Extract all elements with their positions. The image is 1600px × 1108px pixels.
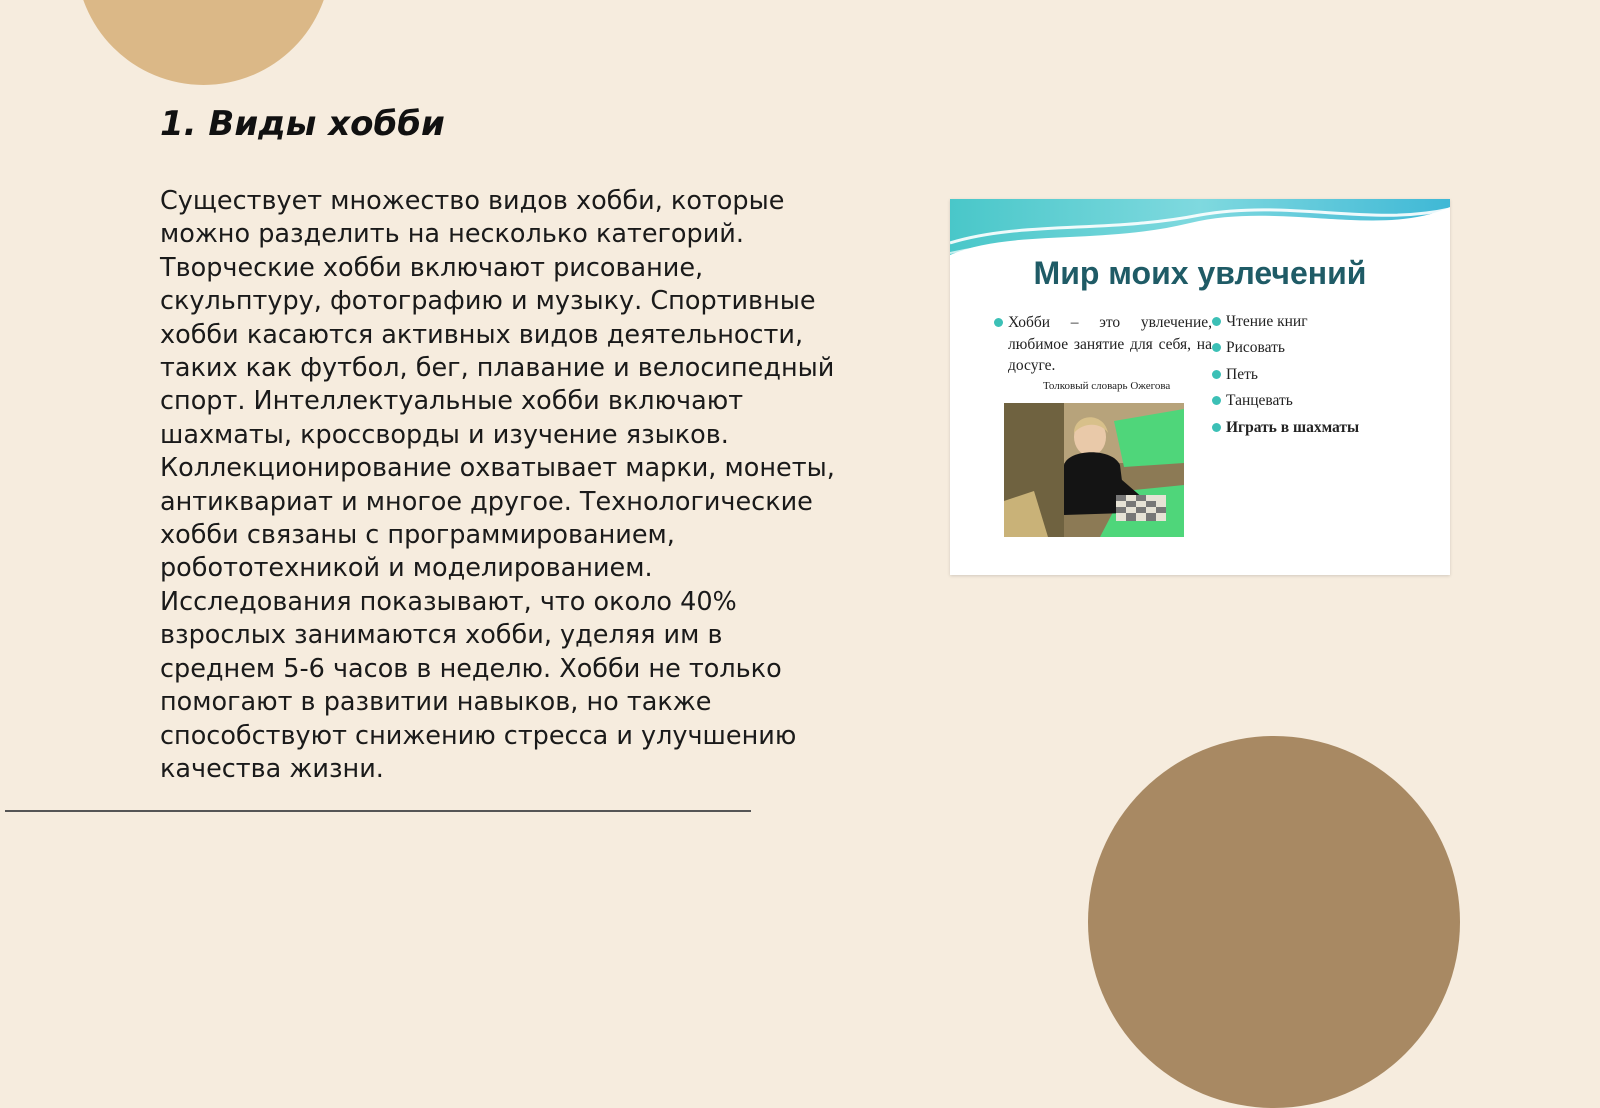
bullet-icon	[1212, 317, 1221, 326]
bullet-icon	[994, 318, 1003, 327]
bullet-icon	[1212, 423, 1221, 432]
bullet-icon	[1212, 370, 1221, 379]
photo	[1004, 403, 1184, 537]
definition	[994, 312, 1212, 377]
decor-circle-top	[76, 0, 331, 85]
bullet-icon	[1212, 343, 1221, 352]
slide-title: Мир моих увлечений	[1033, 255, 1367, 291]
page-title: 1. Виды хобби	[160, 104, 445, 144]
list-item: Играть в шахматы	[1212, 417, 1359, 443]
decor-circle-bottom	[1088, 736, 1460, 1108]
girl-playing-chess-photo	[1004, 403, 1184, 537]
list-item: Чтение книг	[1212, 311, 1359, 337]
hobby-list	[1212, 311, 1359, 443]
definition-text: Хобби – это увлечение, любимое занятие для себя, на досуге.	[1008, 314, 1212, 374]
list-item: Петь	[1212, 364, 1359, 390]
body-paragraph: Существует множество видов хобби, которые можно разделить на несколько категорий. Творческие хобби включают рисование, скульптуру, фотографию и музыку. Спортивные хобби касаются активных видов деятельности, таких как футбол, бег, плавание и велосипедный спорт. Интеллектуальные хобби включают шахматы, кроссворды и изучение языков. Коллекционирование охватывает марки, монеты, антиквариат и многое другое. Технологические хобби связаны с программированием, робототехникой и моделированием. Исследования показывают, что около 40% взрослых занимаются хобби, уделяя им в среднем 5-6 часов в неделю. Хобби не только помогают в развитии навыков, но также способствуют снижению стресса и улучшению качества жизни.	[160, 186, 835, 784]
bullet-icon	[1212, 396, 1221, 405]
divider	[5, 810, 751, 812]
list-item: Танцевать	[1212, 390, 1359, 416]
definition-source: Толковый словарь Ожегова	[1043, 380, 1171, 392]
slide-image	[950, 199, 1450, 575]
list-item: Рисовать	[1212, 337, 1359, 363]
